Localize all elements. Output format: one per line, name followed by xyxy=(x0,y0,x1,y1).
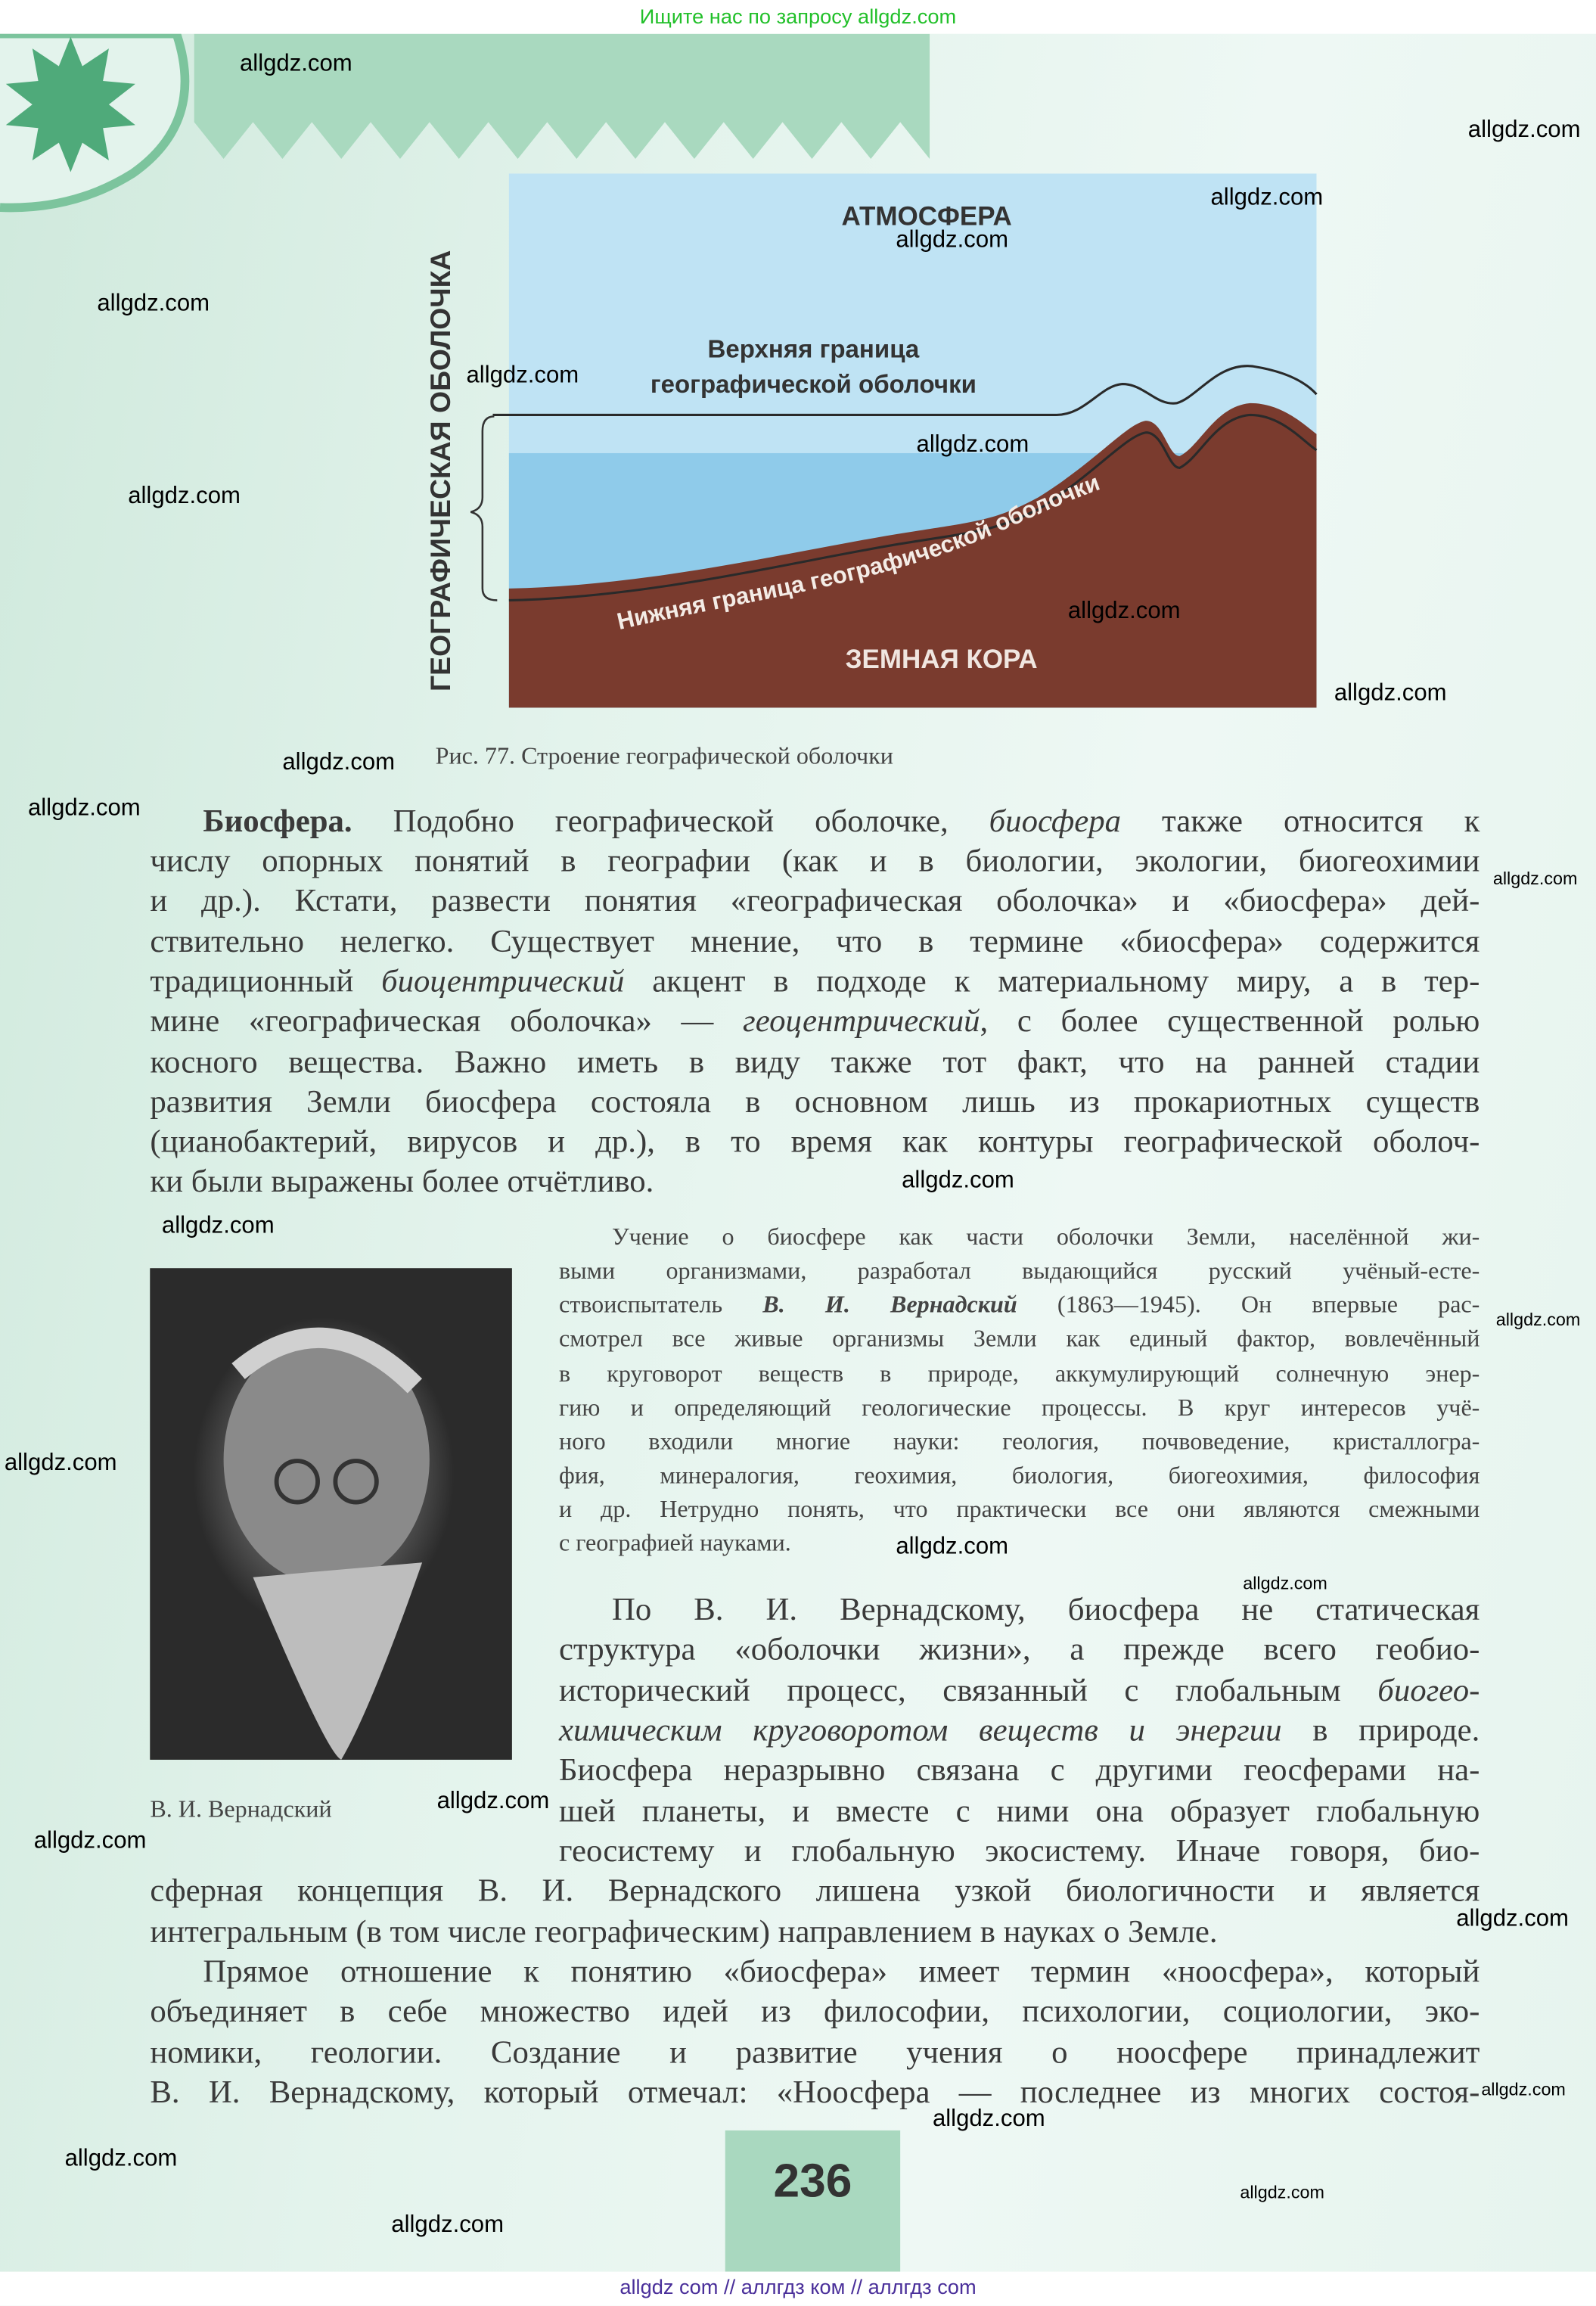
text-line xyxy=(150,800,1480,841)
portrait-image xyxy=(150,1268,511,1760)
text-run: Прямое отношение к понятию «биосфера» имеет термин «ноосфера», который xyxy=(203,1952,1480,1990)
watermark: allgdz.com xyxy=(902,1168,1014,1194)
brace xyxy=(470,416,497,600)
text-run: (1863—1945). Он впервые рас- xyxy=(1017,1290,1480,1319)
text-run: , с более существенной ролью xyxy=(980,1002,1480,1039)
text-line xyxy=(150,2032,1480,2073)
text-run: развития Земли биосфера состояла в основном лишь из прокариотных существ xyxy=(150,1083,1480,1120)
text-run: с географией науками. xyxy=(558,1528,791,1557)
text-run: и др. Нетрудно понять, что практически все они являются смежными xyxy=(558,1494,1480,1523)
text-line xyxy=(559,1358,1480,1391)
watermark: allgdz.com xyxy=(1495,1309,1581,1331)
text-line xyxy=(150,1870,1480,1911)
watermark: allgdz.com xyxy=(896,1534,1009,1560)
text-run: в природе. xyxy=(1281,1711,1480,1748)
text-run: Подобно географической оболочке, xyxy=(352,801,989,839)
text-line xyxy=(150,1121,1480,1162)
watermark: allgdz.com xyxy=(896,228,1009,253)
text-run: числу опорных понятий в географии (как и в биологии, экологии, биогеохимии xyxy=(150,841,1480,878)
text-line xyxy=(559,1670,1480,1711)
watermark: allgdz.com xyxy=(27,796,141,822)
text-line xyxy=(559,1749,1480,1790)
text-run: Учение о биосфере как части оболочки Земли, населённой жи- xyxy=(611,1223,1480,1251)
upper-boundary-label-1: Верхняя граница xyxy=(707,335,920,364)
watermark: allgdz.com xyxy=(1243,1572,1327,1594)
text-run: акцент в подходе к материальному миру, а в тер- xyxy=(624,962,1480,999)
text-run: объединяет в себе множество идей из философии, психологии, социологии, эко- xyxy=(150,1992,1480,2029)
watermark: allgdz.com xyxy=(1210,185,1324,211)
text-run: мине «географическая оболочка» — xyxy=(150,1002,744,1039)
text-run: выми организмами, разработал выдающийся русский учёный-есте- xyxy=(558,1256,1480,1285)
text-line xyxy=(150,1911,1480,1952)
watermark: allgdz.com xyxy=(64,2146,178,2172)
emphasis-text: Биосфера. xyxy=(203,801,352,839)
watermark: allgdz.com xyxy=(282,750,396,775)
text-line xyxy=(150,880,1480,921)
text-run: исторический процесс, связанный с глобальным xyxy=(558,1671,1378,1708)
text-line xyxy=(150,921,1480,962)
watermark: allgdz.com xyxy=(1481,2078,1566,2100)
text-run: и др.). Кстати, развести понятия «географическая оболочка» и «биосфера» дей- xyxy=(150,881,1480,918)
text-run: шей планеты, и вместе с ними она образует глобальную xyxy=(558,1792,1480,1829)
text-run: фия, минералогия, геохимия, биология, биогеохимия, философия xyxy=(558,1461,1480,1490)
text-run: в круговорот веществ в природе, аккумулирующий солнечную энер- xyxy=(558,1359,1480,1388)
watermark: allgdz.com xyxy=(1334,681,1447,707)
watermark: allgdz.com xyxy=(1456,1907,1569,1932)
watermark: allgdz.com xyxy=(128,483,241,509)
crust-label: ЗЕМНАЯ КОРА xyxy=(845,644,1038,674)
text-line xyxy=(559,1493,1480,1526)
text-line xyxy=(559,1289,1480,1322)
portrait-vernadsky xyxy=(150,1268,511,1760)
text-run: ствоиспытатель xyxy=(558,1290,763,1319)
text-line xyxy=(559,1710,1480,1751)
text-line xyxy=(150,1042,1480,1083)
upper-boundary-label-2: географической оболочки xyxy=(650,371,977,399)
watermark: allgdz.com xyxy=(161,1214,275,1239)
text-line xyxy=(150,1161,1480,1201)
text-line xyxy=(559,1791,1480,1832)
figure-geographic-envelope xyxy=(412,162,1339,721)
text-line xyxy=(559,1221,1480,1254)
text-run: смотрел все живые организмы Земли как единый фактор, вовлечённый xyxy=(558,1324,1480,1353)
text-run: В. И. Вернадскому, который отмечал: «Ноосфера — последнее из многих состоя- xyxy=(150,2073,1480,2110)
watermark: allgdz.com xyxy=(932,2106,1045,2132)
top-banner-text: Ищите нас по запросу allgdz.com xyxy=(639,4,957,28)
text-line xyxy=(150,1081,1480,1122)
emphasis-text: геоцентрический xyxy=(743,1002,980,1039)
text-line xyxy=(150,961,1480,1002)
text-line xyxy=(559,1459,1480,1492)
text-run: интегральным (в том числе географическим) направлением в науках о Земле. xyxy=(150,1913,1218,1950)
watermark: allgdz.com xyxy=(239,51,352,77)
emphasis-text: биосфера xyxy=(989,801,1122,839)
text-run: (цианобактерий, вирусов и др.), в то время как контуры географической оболоч- xyxy=(150,1122,1480,1160)
text-run: геосистему и глобальную экосистему. Иначе говоря, био- xyxy=(558,1832,1480,1869)
watermark: allgdz.com xyxy=(97,291,210,317)
text-line xyxy=(559,1322,1480,1355)
text-line xyxy=(150,1951,1480,1992)
text-run: ствительно нелегко. Существует мнение, что в термине «биосфера» содержится xyxy=(150,922,1480,959)
text-run: гию и определяющий геологические процессы. В круг интересов учё- xyxy=(558,1393,1480,1422)
text-line xyxy=(150,1991,1480,2031)
watermark: allgdz.com xyxy=(436,1789,550,1814)
watermark: allgdz.com xyxy=(4,1450,117,1476)
text-line xyxy=(559,1589,1480,1630)
text-run: ки были выражены более отчётливо. xyxy=(150,1162,654,1199)
footer-banner-text: allgdz com // аллгдз ком // аллгдз com xyxy=(619,2274,977,2298)
watermark: allgdz.com xyxy=(466,363,579,389)
text-run: косного вещества. Важно иметь в виду также тот факт, что на ранней стадии xyxy=(150,1043,1480,1080)
text-line xyxy=(559,1527,1480,1560)
envelope-diagram xyxy=(412,162,1339,721)
emphasis-text: В. И. Вернадский xyxy=(762,1290,1017,1319)
watermark: allgdz.com xyxy=(1467,117,1581,143)
text-line xyxy=(559,1255,1480,1288)
text-line xyxy=(150,1000,1480,1041)
text-line xyxy=(150,2071,1480,2112)
atmosphere-label: АТМОСФЕРА xyxy=(841,201,1012,232)
emphasis-text: биоцентрический xyxy=(381,962,625,999)
text-run: номики, геологии. Создание и развитие учения о ноосфере принадлежит xyxy=(150,2033,1480,2071)
text-run: традиционный xyxy=(150,962,382,999)
side-label: ГЕОГРАФИЧЕСКАЯ ОБОЛОЧКА xyxy=(425,255,457,692)
text-line xyxy=(559,1629,1480,1670)
watermark: allgdz.com xyxy=(391,2212,505,2238)
watermark: allgdz.com xyxy=(1492,868,1578,889)
text-line xyxy=(150,840,1480,881)
text-run: также относится к xyxy=(1121,801,1480,839)
figure-caption: Рис. 77. Строение географической оболочки xyxy=(435,741,893,770)
watermark: allgdz.com xyxy=(1067,598,1181,624)
text-run: ного входили многие науки: геология, почвоведение, кристаллогра- xyxy=(558,1427,1480,1456)
text-line xyxy=(559,1830,1480,1871)
text-line xyxy=(559,1425,1480,1458)
watermark: allgdz.com xyxy=(1240,2181,1324,2203)
lower-boundary-label: Нижняя граница географической оболочки xyxy=(614,468,1104,636)
text-run: структура «оболочки жизни», а прежде всего геобио- xyxy=(558,1630,1480,1667)
text-run: сферная концепция В. И. Вернадского лишена узкой биологичности и является xyxy=(150,1871,1480,1909)
watermark: allgdz.com xyxy=(916,432,1029,458)
emphasis-text: химическим круговоротом веществ и энергии xyxy=(558,1711,1282,1748)
emphasis-text: биогео- xyxy=(1377,1671,1480,1708)
text-line xyxy=(559,1392,1480,1425)
page-number: 236 xyxy=(773,2154,852,2208)
text-run: Биосфера неразрывно связана с другими геосферами на- xyxy=(558,1751,1480,1788)
watermark: allgdz.com xyxy=(33,1829,147,1854)
portrait-caption: В. И. Вернадский xyxy=(150,1795,332,1823)
text-run: По В. И. Вернадскому, биосфера не статическая xyxy=(611,1590,1480,1627)
